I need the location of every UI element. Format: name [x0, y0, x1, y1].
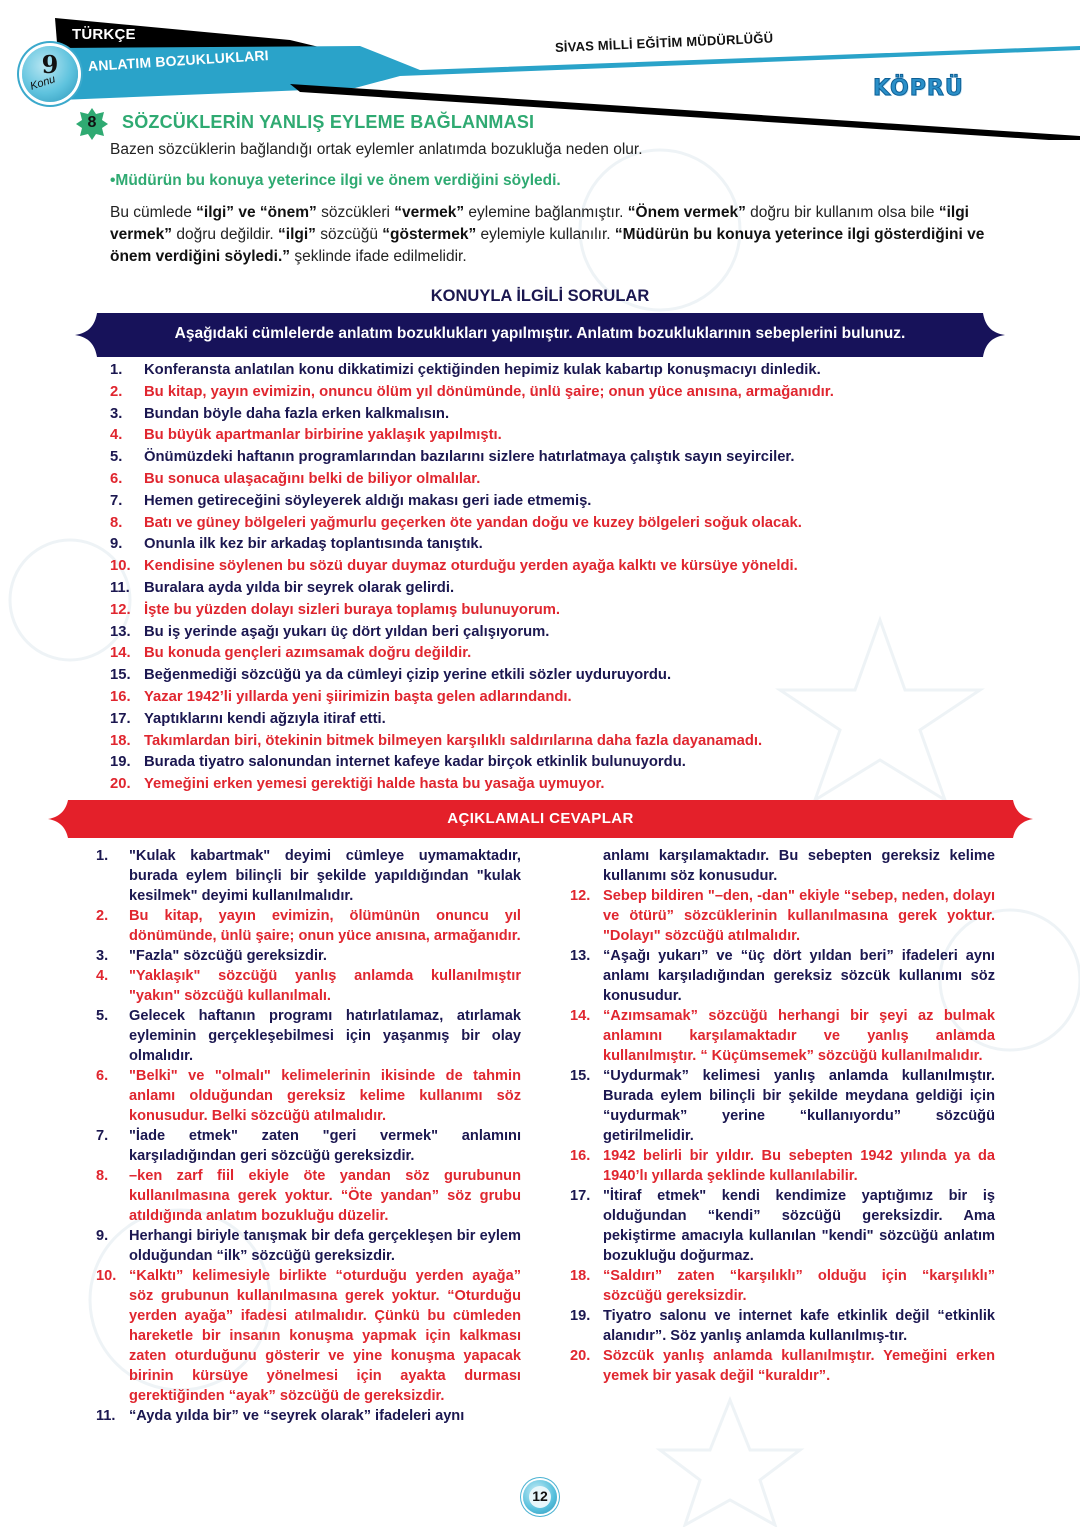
question-item: 17. Yaptıklarını kendi ağzıyla itiraf etti.	[110, 710, 386, 727]
answers-heading: AÇIKLAMALI CEVAPLAR	[447, 810, 634, 827]
question-item: 13. Bu iş yerinde aşağı yukarı üç dört yıldan beri çalışıyorum.	[110, 623, 550, 640]
answer-item-continued: anlamı karşılamaktadır. Bu sebepten gereksiz kelime kullanımı söz konusudur.	[603, 848, 995, 884]
konu-number: 9	[41, 50, 59, 79]
question-item: 9. Onunla ilk kez bir arkadaş toplantısında tanıştık.	[110, 536, 483, 553]
page-number-badge	[523, 1480, 557, 1514]
answer-item: 17. "İtiraf etmek" kendi kendimize yaptığımız bir iş olduğundan “kendi” sözcüğü gereksizdir. Ama pekiştirme amacıyla kullanılan "kendi" sözcüğü anlatım bozukluğu doğurmaz.	[570, 1188, 995, 1264]
answers-left-column	[96, 846, 521, 1426]
question-item: 3. Bundan böyle daha fazla erken kalkmalısın.	[110, 405, 450, 422]
instruction-ribbon	[75, 313, 1005, 357]
questions-list	[110, 360, 1010, 796]
answer-item: 15. “Uydurmak” kelimesi yanlış anlamda kullanılmıştır. Burada eylem bilinçli bir şekilde meydana geldiği için “uydurmak” yerine “kullanıyordu” sözcüğü getirilmelidir.	[570, 1068, 995, 1144]
question-item: 19. Burada tiyatro salonundan internet kafeye kadar birçok etkinlik bulunuyordu.	[110, 754, 686, 771]
example-sentence: •Müdürün bu konuya yeterince ilgi ve önem verdiğini söyledi.	[110, 172, 561, 189]
section-number: 8	[87, 114, 97, 131]
instruction-text: Aşağıdaki cümlelerde anlatım bozuklukları yapılmıştır. Anlatım bozukluklarının sebeplerini bulunuz.	[174, 325, 906, 342]
question-item: 7. Hemen getireceğini söyleyerek aldığı makası geri iade etmemiş.	[110, 492, 592, 509]
explanation-paragraph: Bu cümlede “ilgi” ve “önem” sözcükleri “vermek” eylemine bağlanmıştır. “Önem vermek” doğru bir kullanım olsa bile “ilgi vermek” doğru değildir. “ilgi” sözcüğü “göstermek” eylemiyle kullanılır. “Müdürün bu konuya yeterince ilgi gösterdiğini ve önem verdiğini söyledi.” şeklinde ifade edilmelidir.	[110, 204, 985, 265]
answer-item: 16. 1942 belirli bir yıldır. Bu sebepten 1942 yılında ya da 1940’lı yıllarda şeklinde kullanılabilir.	[570, 1148, 995, 1184]
question-item: 8. Batı ve güney bölgeleri yağmurlu geçerken öte yandan doğu ve kuzey bölgeleri soğuk olacak.	[110, 514, 802, 531]
question-item: 18. Takımlardan biri, ötekinin bitmek bilmeyen karşılıklı saldırılarına daha fazla dayanamadı.	[110, 732, 763, 749]
answer-item: 13. “Aşağı yukarı” ve “üç dört yıldan beri” ifadeleri aynı anlamı karşıladığından gereksiz sözcük kullanımı söz konusudur.	[570, 948, 995, 1004]
answer-item: 20. Sözcük yanlış anlamda kullanılmıştır. Yemeğini erken yemek bir yasak değil “kuraldır”.	[570, 1348, 995, 1384]
question-item: 20. Yemeğini erken yemesi gerektiği halde hasta bu yasağa uymuyor.	[110, 776, 605, 793]
question-item: 14. Bu konuda gençleri azımsamak doğru değildir.	[110, 645, 472, 662]
answer-item: 19. Tiyatro salonu ve internet kafe etkinlik değil “etkinlik alanıdır”. Söz yanlış anlamda kullanılmış-tır.	[570, 1308, 995, 1344]
question-item: 12. İşte bu yüzden dolayı sizleri buraya toplamış bulunuyorum.	[110, 601, 561, 618]
answers-ribbon	[48, 800, 1033, 838]
question-item: 2. Bu kitap, yayın evimizin, onuncu ölüm yıl dönümünde, ünlü şaire; onun yüce anısına, armağanıdır.	[110, 383, 834, 400]
answer-item: 4. "Yaklaşık" sözcüğü yanlış anlamda kullanılmıştır "yakın" sözcüğü kullanılmalı.	[96, 968, 521, 1004]
organization-name: SİVAS MİLLİ EĞİTİM MÜDÜRLÜĞÜ	[554, 30, 774, 55]
answer-item: 18. “Saldırı” zaten “karşılıklı” olduğu için “karşılıklı” sözcüğü gereksizdir.	[570, 1268, 995, 1304]
answer-item: 7. "İade etmek" zaten "geri vermek" anlamını karşıladığından geri sözcüğü gereksizdir.	[96, 1128, 521, 1164]
answer-item: 6. "Belki" ve "olmalı" kelimelerinin ikisinde de tahmin anlamı olduğundan gereksiz kelime kullanımı söz konusudur. Belki sözcüğü atılmalıdır.	[96, 1068, 521, 1124]
answer-item: 12. Sebep bildiren "–den, -dan" ekiyle “sebep, neden, dolayı ve ötürü” sözcüklerinin kullanılmasına gerek yoktur. "Dolayı" sözcüğü atılmalıdır.	[570, 888, 995, 944]
topic-label: ANLATIM BOZUKLUKLARI	[87, 46, 270, 74]
answer-item: 8. –ken zarf fiil ekiyle öte yandan söz gurubunun kullanılmasına gerek yoktur. “Öte yandan” söz grubu atıldığında anlatım bozukluğu düzelir.	[96, 1168, 521, 1224]
subject-label: TÜRKÇE	[72, 26, 136, 43]
section-number-badge	[76, 108, 108, 140]
answer-item: 10. “Kalktı” kelimesiyle birlikte “oturduğu yerden ayağa” söz grubunun kullanılmasına gerek yoktur. “Oturduğu yerden ayağa” ifadesi atılmalıdır. Çünkü bu cümleden hareketle bir insanın konuşma yapmak için kalkması zaten oturduğunu gösterir ve yine konuşma yapacak birinin kürsüye yönelmesi için ayakta durması gerektiğinden “ayak” sözcüğü de gereksizdir.	[96, 1268, 521, 1404]
konu-label: Konu	[28, 73, 57, 93]
question-item: 5. Önümüzdeki haftanın programlarından bazılarını sizlere hatırlatmaya çalıştık sayın seyirciler.	[110, 449, 795, 466]
question-item: 10. Kendisine söylenen bu sözü duyar duymaz oturduğu yerden ayağa kalktı ve kürsüye yöneldi.	[110, 558, 798, 575]
answer-item: 9. Herhangi biriyle tanışmak bir defa gerçekleşen bir eylem olduğundan “ilk” sözcüğü gereksizdir.	[96, 1228, 521, 1264]
question-item: 16. Yazar 1942’li yıllarda yeni şiirimizin başta gelen adlarındandı.	[110, 688, 572, 705]
question-item: 15. Beğenmediği sözcüğü ya da cümleyi çizip yerine etkili sözler uyduruyordu.	[110, 667, 672, 684]
answer-item: 2. Bu kitap, yayın evimizin, ölümünün onuncu yıl dönümünde, ünlü şaire; onun yüce anısına, armağanıdır.	[96, 908, 521, 944]
konu-badge	[22, 46, 78, 102]
page-number: 12	[532, 1488, 548, 1504]
section-intro: Bazen sözcüklerin bağlandığı ortak eylemler anlatımda bozukluğa neden olur.	[110, 141, 643, 158]
section-title: SÖZCÜKLERİN YANLIŞ EYLEME BAĞLANMASI	[122, 112, 535, 132]
question-item: 11. Buralara ayda yılda bir seyrek olarak gelirdi.	[110, 579, 455, 596]
answer-item: 1. "Kulak kabartmak" deyimi cümleye uymamaktadır, burada eylem bilinçli bir şekilde yapıldığından "kulak kesilmek" deyimi kullanılmalıdır.	[96, 848, 521, 904]
questions-heading: KONUYLA İLGİLİ SORULAR	[430, 287, 650, 305]
question-item: 6. Bu sonuca ulaşacağını belki de biliyor olmalılar.	[110, 470, 481, 487]
answer-item: 3. "Fazla" sözcüğü gereksizdir.	[96, 948, 327, 964]
answer-item: 11. “Ayda yılda bir” ve “seyrek olarak” ifadeleri aynı	[96, 1408, 465, 1424]
answers-right-column	[570, 846, 995, 1386]
question-item: 1. Konferansta anlatılan konu dikkatimizi çektiğinden hepimiz kulak kabartıp konuşmacıyı dinledik.	[110, 362, 821, 378]
answer-item: 14. “Azımsamak” sözcüğü herhangi bir şeyi az bulmak anlamını karşılamaktadır ve yanlış anlamda kullanılmıştır. “ Küçümsemek” sözcüğü kullanılmalıdır.	[570, 1008, 995, 1064]
kopru-logo: KÖPRÜ	[873, 76, 964, 101]
answer-item: 5. Gelecek haftanın programı hatırlatılamaz, atırlamak eyleminin gerçekleşebilmesi için yaşanmış bir olay olmalıdır.	[96, 1008, 521, 1064]
question-item: 4. Bu büyük apartmanlar birbirine yaklaşık yapılmıştı.	[110, 427, 502, 444]
